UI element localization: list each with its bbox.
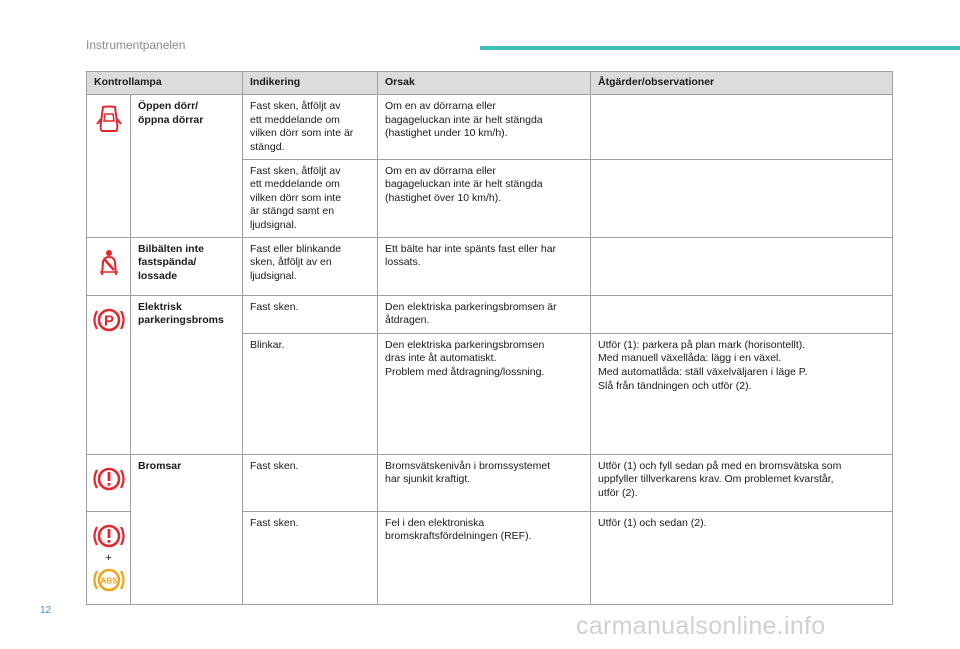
cause-cell: Fel i den elektroniska bromskraftsfördelningen (REF).	[378, 511, 591, 604]
cause-cell: Den elektriska parkeringsbromsen dras inte åt automatiskt. Problem med åtdragning/lossning.	[378, 333, 591, 454]
indication-cell: Fast sken.	[243, 454, 378, 511]
cause-cell: Ett bälte har inte spänts fast eller har lossats.	[378, 237, 591, 295]
lamp-icon-cell	[87, 95, 131, 238]
cause-cell: Om en av dörrarna eller bagageluckan inte är helt stängda (hastighet över 10 km/h).	[378, 159, 591, 237]
cause-cell: Bromsvätskenivån i bromssystemet har sjunkit kraftigt.	[378, 454, 591, 511]
table-header-row	[87, 72, 893, 95]
plus-sign: +	[105, 551, 112, 564]
table-row	[87, 237, 893, 295]
action-cell	[591, 295, 893, 333]
column-header: Indikering	[243, 72, 378, 95]
indication-cell: Fast sken, åtföljt av ett meddelande om vilken dörr som inte är stängd.	[243, 95, 378, 160]
page-number: 12	[40, 605, 52, 616]
indication-cell: Blinkar.	[243, 333, 378, 454]
action-cell	[591, 237, 893, 295]
lamp-icon-cell	[87, 237, 131, 295]
column-header: Kontrollampa	[87, 72, 243, 95]
abs-icon-label: ABS	[100, 576, 117, 586]
watermark: carmanualsonline.info	[576, 612, 826, 640]
seatbelt-warning-icon	[97, 248, 121, 276]
action-cell: Utför (1) och sedan (2).	[591, 511, 893, 604]
header-accent-bar	[480, 46, 960, 50]
cause-cell: Om en av dörrarna eller bagageluckan inte är helt stängda (hastighet under 10 km/h).	[378, 95, 591, 160]
action-cell	[591, 159, 893, 237]
door-open-warning-icon	[96, 105, 122, 133]
column-header: Orsak	[378, 72, 591, 95]
column-header: Åtgärder/observationer	[591, 72, 893, 95]
warning-lamp-table	[86, 71, 893, 605]
page-header-title: Instrumentpanelen	[86, 38, 186, 52]
lamp-name: Elektrisk parkeringsbroms	[131, 295, 243, 454]
lamp-name: Bilbälten inte fastspända/ lossade	[131, 237, 243, 295]
abs-warning-icon	[91, 566, 127, 594]
indication-cell: Fast sken, åtföljt av ett meddelande om vilken dörr som inte är stängd samt en ljudsignal.	[243, 159, 378, 237]
parking-brake-icon	[91, 306, 127, 334]
action-cell: Utför (1): parkera på plan mark (horisontellt). Med manuell växellåda: lägg i en växel. Med automatlåda: ställ växelväljaren i läge P. Slå från tändningen och utför (2).	[591, 333, 893, 454]
indication-cell: Fast sken.	[243, 295, 378, 333]
action-cell	[591, 95, 893, 160]
lamp-name: Bromsar	[131, 454, 243, 604]
table-row	[87, 95, 893, 160]
svg-text:P: P	[103, 312, 114, 330]
brake-warning-icon	[91, 522, 127, 550]
table-row	[87, 295, 893, 333]
lamp-icon-cell	[87, 295, 131, 454]
brake-warning-icon	[91, 465, 127, 493]
cause-cell: Den elektriska parkeringsbromsen är åtdragen.	[378, 295, 591, 333]
indication-cell: Fast sken.	[243, 511, 378, 604]
indication-cell: Fast eller blinkande sken, åtföljt av en ljudsignal.	[243, 237, 378, 295]
lamp-icon-cell	[87, 511, 131, 604]
table-row	[87, 454, 893, 511]
lamp-name: Öppen dörr/ öppna dörrar	[131, 95, 243, 238]
lamp-icon-cell	[87, 454, 131, 511]
action-cell: Utför (1) och fyll sedan på med en bromsvätska som uppfyller tillverkarens krav. Om problemet kvarstår, utför (2).	[591, 454, 893, 511]
